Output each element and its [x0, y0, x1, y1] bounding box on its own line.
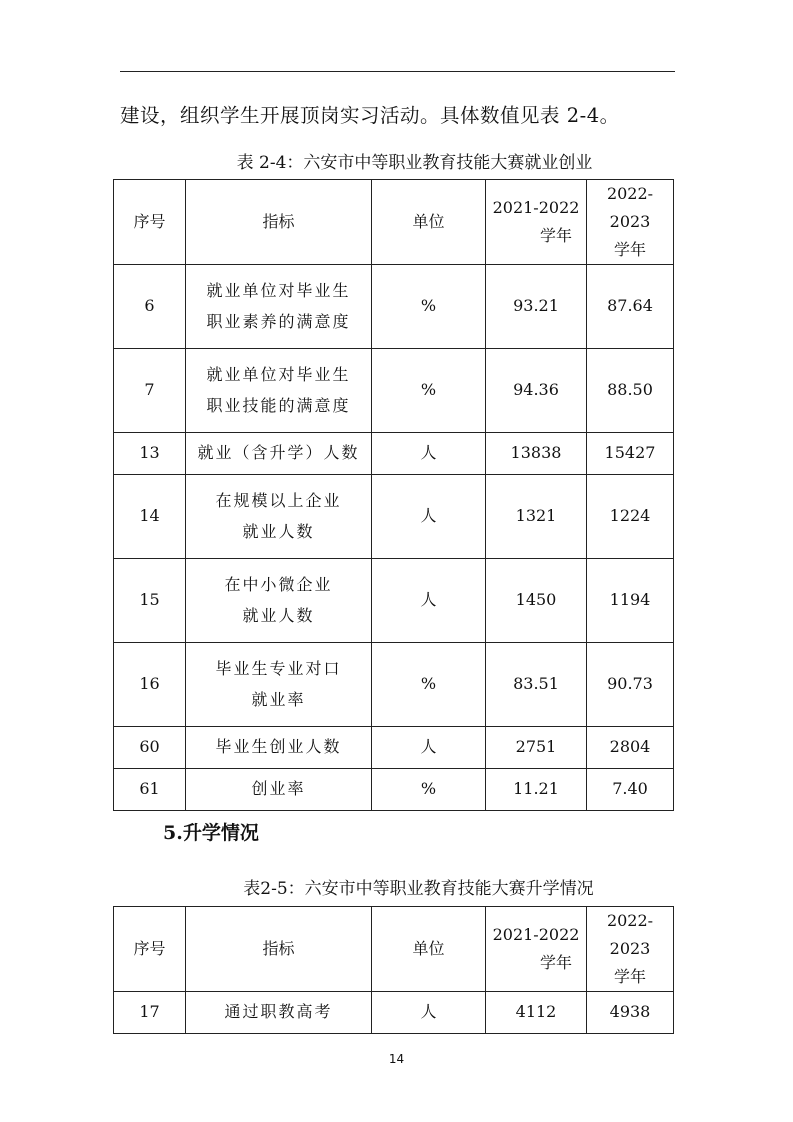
row-seq: 17 — [114, 992, 186, 1034]
row-value-2022: 1224 — [587, 475, 674, 559]
row-indicator: 就业单位对毕业生 职业技能的满意度 — [186, 349, 372, 433]
section-heading: 5.升学情况 — [163, 822, 259, 844]
table-row — [114, 349, 674, 433]
row-unit: 人 — [372, 727, 486, 769]
table-row — [114, 433, 674, 475]
header-year-1: 2021-2022 学年 — [486, 907, 587, 992]
row-seq: 15 — [114, 559, 186, 643]
further-study-table — [113, 906, 674, 1034]
row-unit: % — [372, 349, 486, 433]
table-caption: 表 2-4：六安市中等职业教育技能大赛就业创业 — [236, 153, 593, 173]
row-value-2021: 93.21 — [486, 265, 587, 349]
row-indicator: 就业（含升学）人数 — [186, 433, 372, 475]
row-seq: 60 — [114, 727, 186, 769]
row-value-2021: 94.36 — [486, 349, 587, 433]
row-indicator: 就业单位对毕业生 职业素养的满意度 — [186, 265, 372, 349]
row-indicator: 毕业生专业对口 就业率 — [186, 643, 372, 727]
row-value-2022: 7.40 — [587, 769, 674, 811]
row-unit: % — [372, 643, 486, 727]
header-rule — [120, 71, 675, 72]
row-seq: 6 — [114, 265, 186, 349]
table-row — [114, 992, 674, 1034]
row-value-2022: 88.50 — [587, 349, 674, 433]
row-seq: 7 — [114, 349, 186, 433]
row-unit: % — [372, 265, 486, 349]
row-unit: % — [372, 769, 486, 811]
table-row — [114, 265, 674, 349]
row-value-2022: 87.64 — [587, 265, 674, 349]
row-indicator: 毕业生创业人数 — [186, 727, 372, 769]
row-value-2021: 13838 — [486, 433, 587, 475]
header-year-1: 2021-2022 学年 — [486, 180, 587, 265]
row-value-2022: 15427 — [587, 433, 674, 475]
table-row — [114, 727, 674, 769]
page-number: 14 — [388, 1052, 405, 1066]
table-header-row — [114, 180, 674, 265]
header-year-2: 2022-2023 学年 — [587, 907, 674, 992]
row-indicator: 通过职教高考 — [186, 992, 372, 1034]
intro-paragraph: 建设，组织学生开展顶岗实习活动。具体数值见表 2-4。 — [120, 104, 620, 127]
table-row — [114, 769, 674, 811]
header-year-2: 2022-2023 学年 — [587, 180, 674, 265]
row-seq: 61 — [114, 769, 186, 811]
row-unit: 人 — [372, 992, 486, 1034]
row-indicator: 创业率 — [186, 769, 372, 811]
row-unit: 人 — [372, 475, 486, 559]
header-unit: 单位 — [372, 907, 486, 992]
header-indicator: 指标 — [186, 180, 372, 265]
row-unit: 人 — [372, 433, 486, 475]
row-value-2022: 4938 — [587, 992, 674, 1034]
row-value-2021: 1321 — [486, 475, 587, 559]
row-value-2021: 11.21 — [486, 769, 587, 811]
table-caption: 表2-5：六安市中等职业教育技能大赛升学情况 — [243, 879, 594, 899]
employment-table — [113, 179, 674, 811]
row-indicator: 在规模以上企业 就业人数 — [186, 475, 372, 559]
table-row — [114, 475, 674, 559]
row-seq: 16 — [114, 643, 186, 727]
header-unit: 单位 — [372, 180, 486, 265]
table-header-row — [114, 907, 674, 992]
row-value-2022: 90.73 — [587, 643, 674, 727]
row-value-2021: 2751 — [486, 727, 587, 769]
table-row — [114, 643, 674, 727]
row-value-2021: 1450 — [486, 559, 587, 643]
table-row — [114, 559, 674, 643]
row-unit: 人 — [372, 559, 486, 643]
header-indicator: 指标 — [186, 907, 372, 992]
row-seq: 13 — [114, 433, 186, 475]
row-value-2021: 4112 — [486, 992, 587, 1034]
row-indicator: 在中小微企业 就业人数 — [186, 559, 372, 643]
header-seq: 序号 — [114, 180, 186, 265]
row-seq: 14 — [114, 475, 186, 559]
row-value-2021: 83.51 — [486, 643, 587, 727]
row-value-2022: 2804 — [587, 727, 674, 769]
header-seq: 序号 — [114, 907, 186, 992]
row-value-2022: 1194 — [587, 559, 674, 643]
